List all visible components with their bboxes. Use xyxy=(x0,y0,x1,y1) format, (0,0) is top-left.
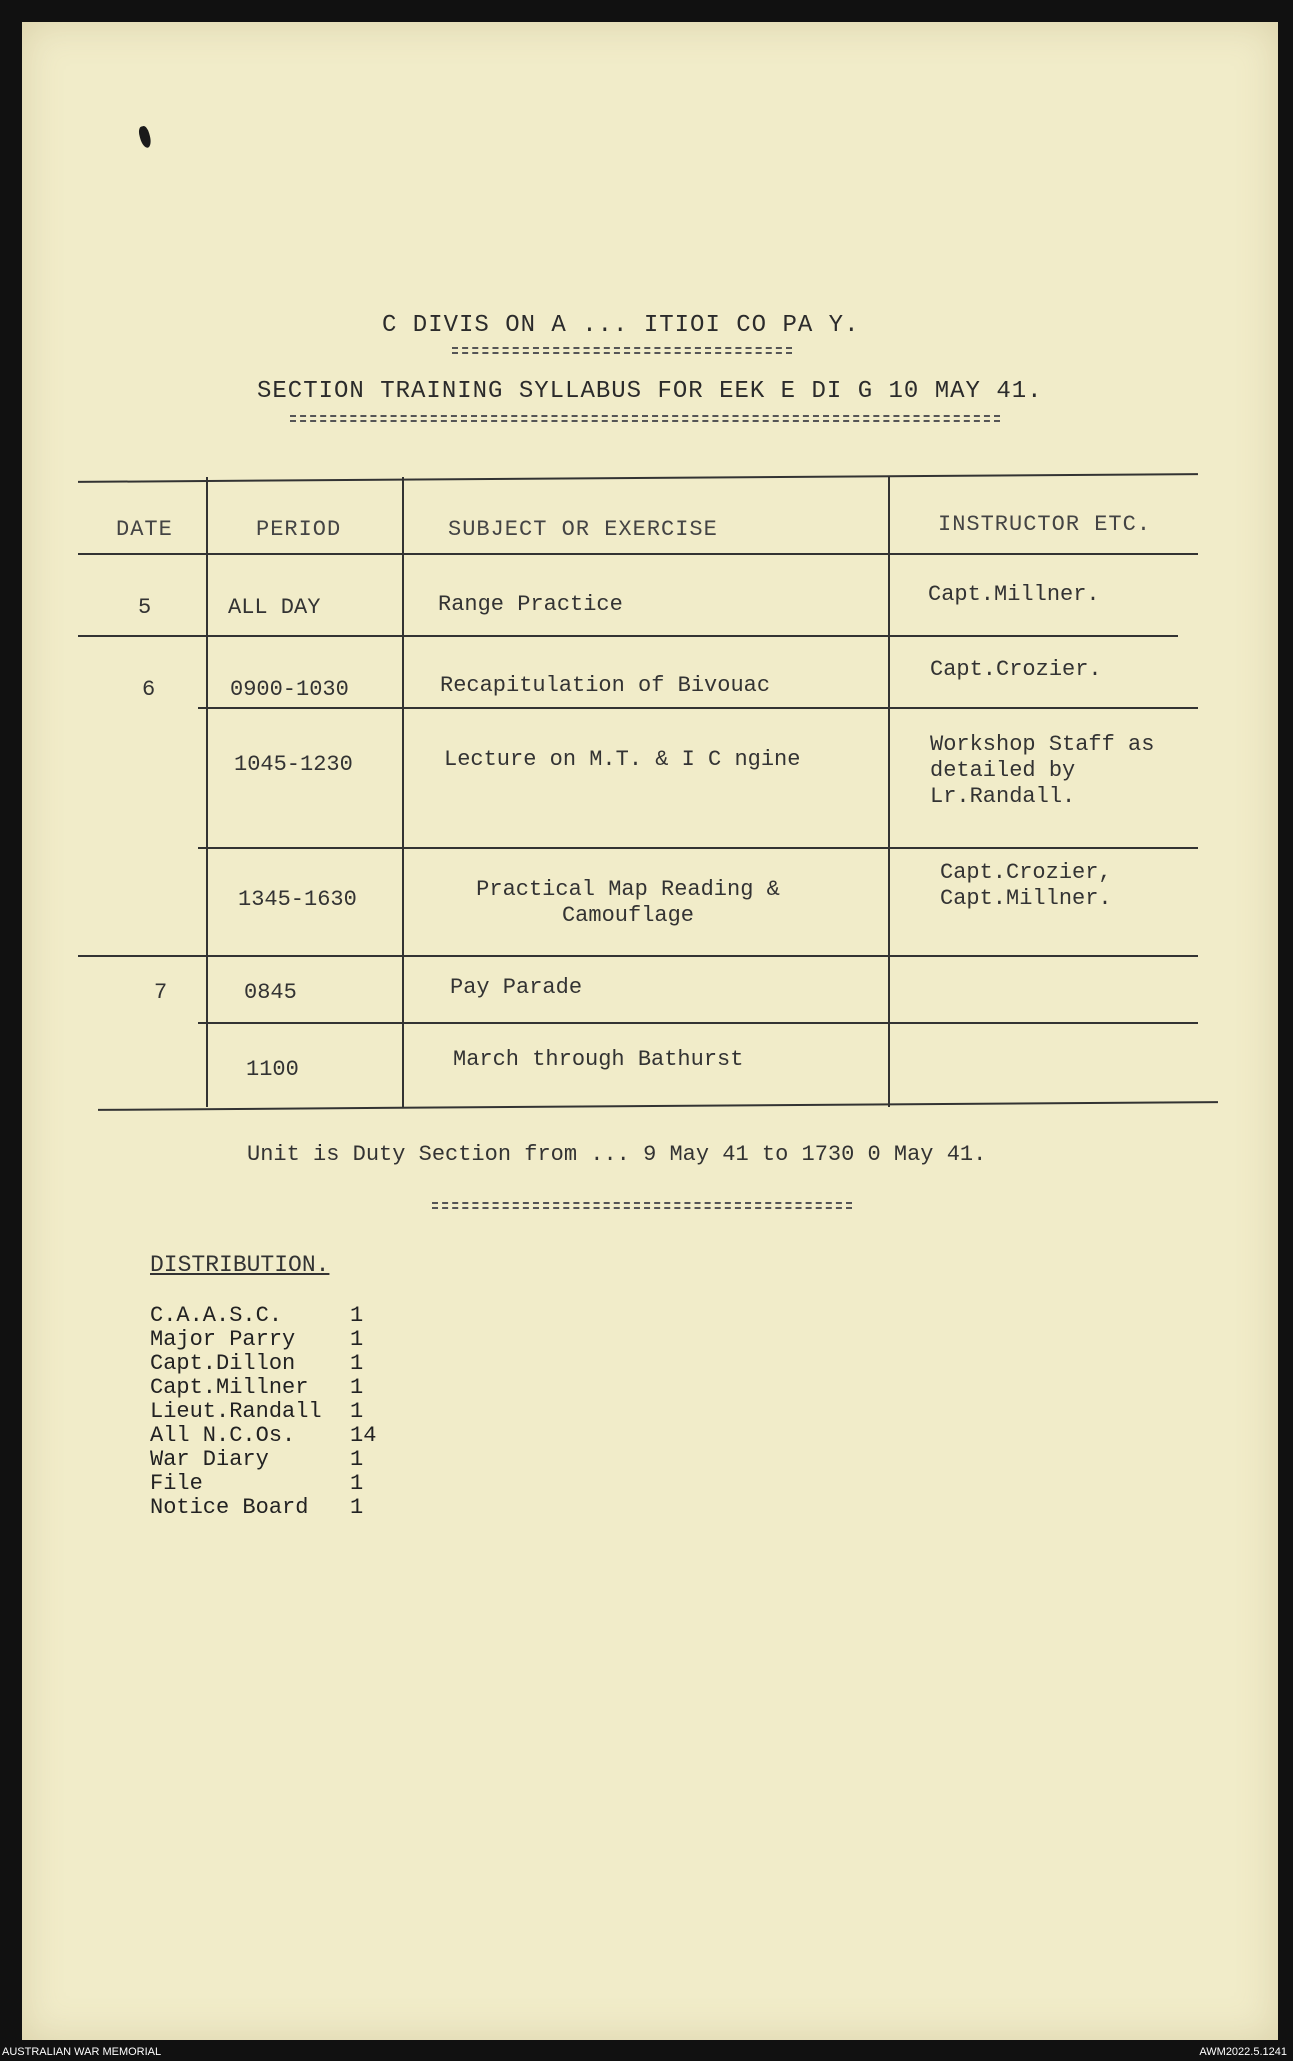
table-rule xyxy=(198,707,1198,709)
distribution-qty: 1 xyxy=(350,1399,364,1424)
distribution-name: Lieut.Randall xyxy=(150,1399,322,1424)
document-subtitle: SECTION TRAINING SYLLABUS FOR EEK E DI G 10 MAY 41. xyxy=(257,378,1043,405)
table-rule xyxy=(402,477,404,1107)
distribution-item xyxy=(150,1304,376,1328)
distribution-item xyxy=(150,1424,376,1448)
row-instructor: Capt.Crozier, Capt.Millner. xyxy=(940,860,1112,911)
header-period: PERIOD xyxy=(256,517,342,542)
distribution-item xyxy=(150,1496,376,1520)
document-page xyxy=(22,22,1278,2040)
syllabus-table xyxy=(78,477,1218,1117)
row-period: 1100 xyxy=(246,1057,299,1082)
distribution-qty: 1 xyxy=(350,1495,364,1520)
row-instructor: Workshop Staff as detailed by Lr.Randall. xyxy=(930,732,1155,809)
distribution-name: Major Parry xyxy=(150,1327,296,1352)
table-rule xyxy=(78,635,1178,637)
distribution-name: War Diary xyxy=(150,1447,269,1472)
distribution-item xyxy=(150,1448,376,1472)
row-instructor: Capt.Millner. xyxy=(928,582,1100,607)
table-rule xyxy=(198,1022,1198,1024)
row-subject: Pay Parade xyxy=(450,975,583,1000)
subtitle-underline xyxy=(290,415,1000,422)
table-rule xyxy=(198,847,1198,849)
table-rule xyxy=(888,477,890,1107)
table-rule xyxy=(78,473,1198,483)
row-period: 0900-1030 xyxy=(230,677,349,702)
row-subject: Lecture on M.T. & I C ngine xyxy=(444,747,801,772)
table-rule xyxy=(98,1101,1218,1111)
punch-mark xyxy=(137,125,152,149)
row-date: 5 xyxy=(138,595,152,620)
distribution-name: File xyxy=(150,1471,203,1496)
distribution-name: All N.C.Os. xyxy=(150,1423,296,1448)
note-underline xyxy=(432,1202,852,1209)
document-title: C DIVIS ON A ... ITIOI CO PA Y. xyxy=(382,312,860,339)
distribution-qty: 1 xyxy=(350,1303,364,1328)
row-subject: Range Practice xyxy=(438,592,623,617)
table-rule xyxy=(78,553,1198,555)
row-instructor: Capt.Crozier. xyxy=(930,657,1102,682)
distribution-name: C.A.A.S.C. xyxy=(150,1303,283,1328)
row-period: ALL DAY xyxy=(228,595,321,620)
distribution-qty: 1 xyxy=(350,1375,364,1400)
row-period: 1345-1630 xyxy=(238,887,357,912)
table-rule xyxy=(206,477,208,1107)
distribution-qty: 1 xyxy=(350,1447,364,1472)
distribution-item xyxy=(150,1352,376,1376)
distribution-qty: 1 xyxy=(350,1351,364,1376)
distribution-item xyxy=(150,1376,376,1400)
duty-note: Unit is Duty Section from ... 9 May 41 to 1730 0 May 41. xyxy=(247,1142,987,1167)
distribution-name: Notice Board xyxy=(150,1495,309,1520)
footer-accession: AWM2022.5.1241 xyxy=(1199,2046,1287,2058)
distribution-list xyxy=(150,1304,376,1520)
row-period: 1045-1230 xyxy=(234,752,353,777)
row-subject: March through Bathurst xyxy=(453,1047,744,1072)
distribution-item xyxy=(150,1472,376,1496)
distribution-name: Capt.Millner xyxy=(150,1375,309,1400)
row-subject: Practical Map Reading & Camouflage xyxy=(476,877,780,928)
distribution-item xyxy=(150,1400,376,1424)
row-period: 0845 xyxy=(244,980,297,1005)
distribution-qty: 1 xyxy=(350,1471,364,1496)
table-rule xyxy=(78,955,1198,957)
row-subject: Recapitulation of Bivouac xyxy=(440,673,771,698)
row-date: 7 xyxy=(154,980,168,1005)
header-instructor: INSTRUCTOR ETC. xyxy=(938,512,1152,537)
distribution-name: Capt.Dillon xyxy=(150,1351,296,1376)
title-underline xyxy=(452,347,792,354)
row-date: 6 xyxy=(142,677,156,702)
distribution-qty: 14 xyxy=(350,1423,377,1448)
distribution-title: DISTRIBUTION. xyxy=(150,1252,330,1278)
header-subject: SUBJECT OR EXERCISE xyxy=(448,517,718,542)
footer-source: AUSTRALIAN WAR MEMORIAL xyxy=(2,2046,162,2058)
header-date: DATE xyxy=(116,517,173,542)
distribution-qty: 1 xyxy=(350,1327,364,1352)
distribution-item xyxy=(150,1328,376,1352)
